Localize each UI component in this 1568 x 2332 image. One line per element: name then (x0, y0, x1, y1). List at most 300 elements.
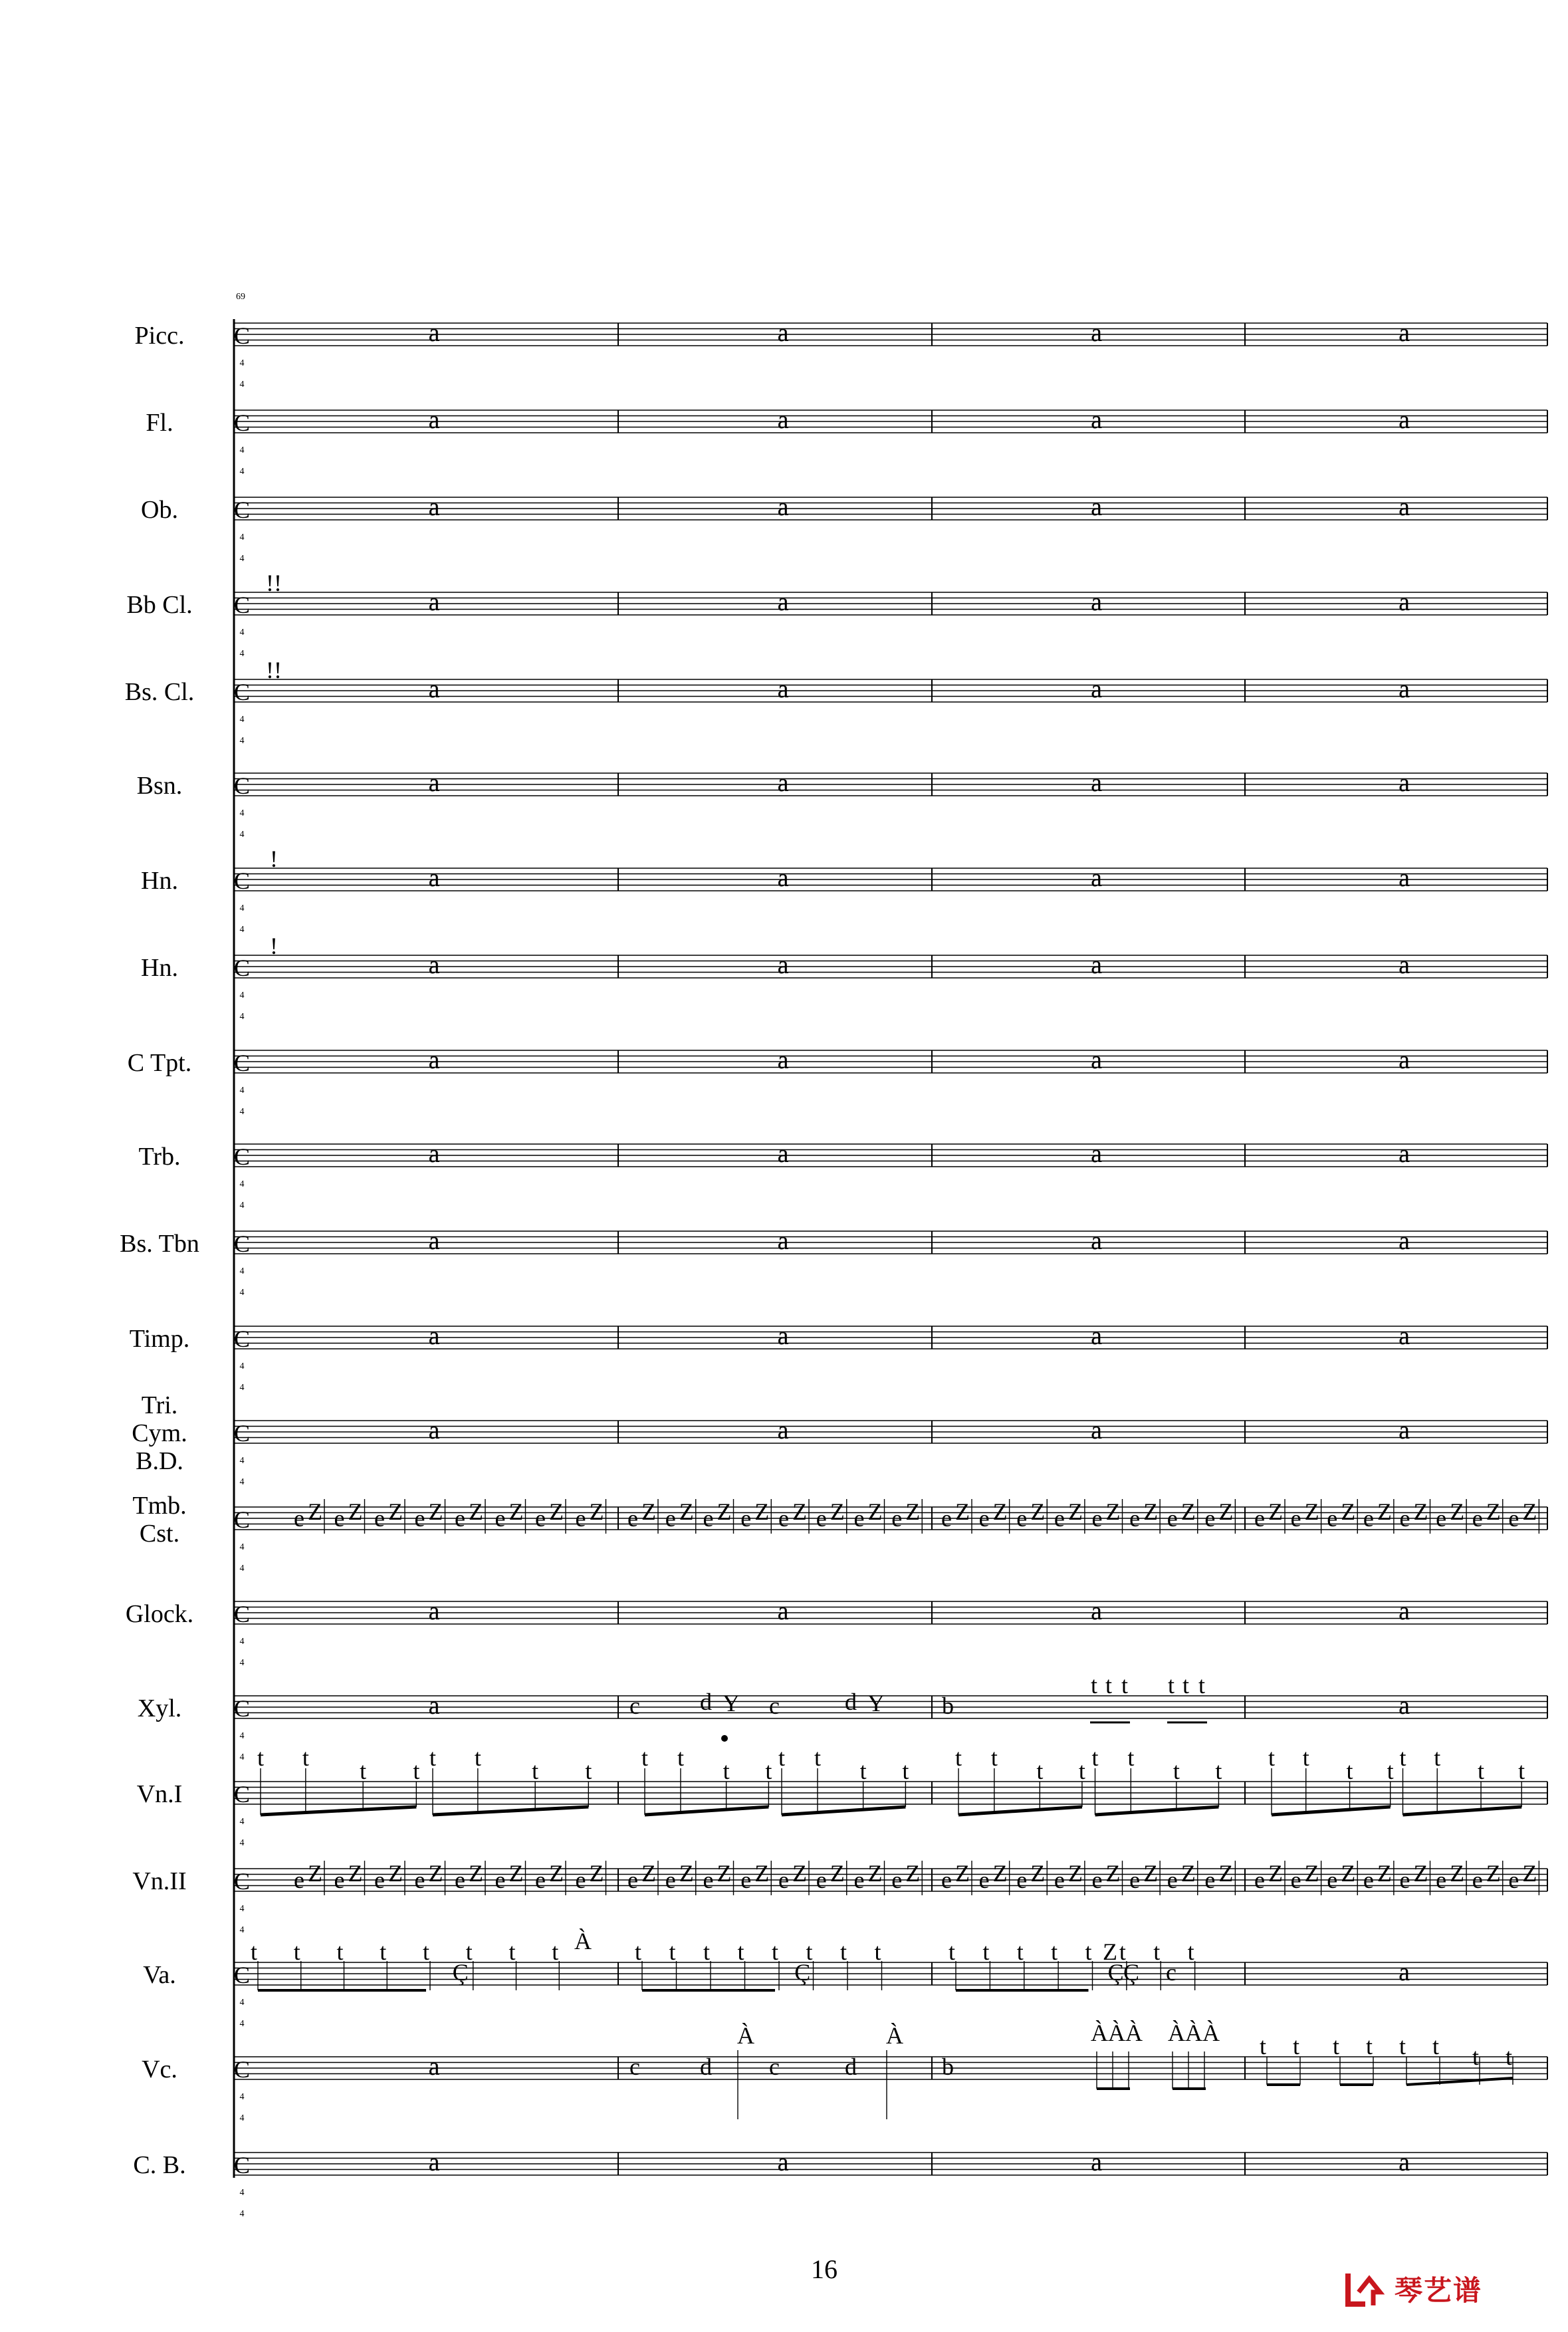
roll-tremolo: Z (955, 1860, 970, 1887)
roll-note: e (1363, 1505, 1374, 1532)
roll-note: e (495, 1867, 506, 1893)
time-sig-digit: 4 (239, 1904, 245, 1914)
note-head: d (845, 2053, 857, 2080)
roll-tremolo: Z (1030, 1860, 1046, 1887)
measure-rest: a (777, 588, 789, 616)
time-sig-digit: 4 (239, 1179, 245, 1189)
roll-note: e (665, 1867, 676, 1893)
roll-tremolo: Z (1218, 1860, 1234, 1887)
time-signature: C (233, 322, 251, 349)
measure-rest: a (428, 1322, 440, 1350)
tie-mark: Ç (1123, 1959, 1140, 1986)
time-sig-digit: 4 (239, 1731, 245, 1741)
note-head: t (1432, 2033, 1440, 2059)
note-head: t (1399, 2033, 1406, 2059)
time-sig-digit: 4 (239, 1288, 245, 1298)
instrument-label: Picc. (134, 322, 185, 350)
time-sig-digit: 4 (239, 467, 245, 477)
chord-accents: ÀÀÀ (1091, 2020, 1143, 2046)
time-sig-digit: 4 (239, 380, 245, 390)
measure-rest: a (428, 1227, 440, 1255)
note-head: t (429, 1744, 437, 1771)
instrument-label: Vc. (142, 2055, 177, 2083)
time-signature: C (233, 1962, 251, 1988)
roll-note: e (1399, 1867, 1410, 1893)
publisher-logo (1343, 2259, 1542, 2319)
measure-rest: a (1399, 1597, 1410, 1625)
time-sig-digit: 4 (239, 2092, 245, 2102)
roll-tremolo: Z (1413, 1498, 1428, 1525)
instrument-label: Cym. (132, 1419, 187, 1447)
roll-note: e (816, 1505, 827, 1532)
roll-tremolo: Z (1413, 1860, 1428, 1887)
clef-mark: !! (266, 657, 282, 683)
measure-rest: a (777, 1322, 789, 1350)
time-sig-digit: 4 (239, 2019, 245, 2029)
measure-rest: a (428, 2053, 440, 2081)
measure-number: 69 (236, 292, 245, 302)
roll-note: e (627, 1867, 638, 1893)
staccato-dot (721, 1735, 728, 1742)
time-signature: C (233, 955, 251, 981)
note-head: t (814, 1744, 821, 1771)
time-sig-digit: 4 (239, 1266, 245, 1276)
roll-note: e (627, 1505, 638, 1532)
roll-note: e (853, 1867, 865, 1893)
measure-rest: a (1091, 769, 1102, 797)
instrument-label: Bs. Tbn (120, 1230, 199, 1258)
note-head: t (1478, 1758, 1485, 1784)
measure-rest: a (1399, 2149, 1410, 2176)
roll-note: e (294, 1505, 304, 1532)
clef-mark: !! (266, 570, 282, 596)
roll-note: e (665, 1505, 676, 1532)
time-signature: C (233, 1326, 251, 1352)
roll-tremolo: Z (348, 1860, 363, 1887)
time-sig-digit: 4 (239, 628, 245, 638)
page-number: 16 (811, 2254, 838, 2284)
note-head: t (765, 1758, 772, 1784)
roll-note: e (294, 1867, 304, 1893)
roll-tremolo: Z (1377, 1860, 1392, 1887)
note-head: t (902, 1758, 909, 1784)
measure-rest: a (1091, 951, 1102, 979)
measure-rest: a (1091, 1140, 1102, 1168)
measure-rest: a (1399, 1417, 1410, 1445)
note-head: t (1215, 1758, 1222, 1784)
note-head: t (1399, 1744, 1406, 1771)
beam (782, 1807, 905, 1815)
measure-rest: a (1091, 675, 1102, 703)
time-sig-digit: 4 (239, 1201, 245, 1211)
roll-tremolo: Z (508, 1498, 524, 1525)
roll-tremolo: Z (549, 1860, 564, 1887)
measure-rest: a (428, 864, 440, 892)
note-head: t (1302, 1744, 1309, 1771)
roll-note: e (1399, 1505, 1410, 1532)
roll-note: e (1129, 1867, 1141, 1893)
note-head: t (641, 1744, 649, 1771)
note-head: t (1187, 1938, 1194, 1965)
measure-rest: a (1091, 493, 1102, 521)
note-head: c (1166, 1959, 1176, 1986)
time-sig-digit: 4 (239, 736, 245, 746)
roll-note: e (1436, 1867, 1447, 1893)
instrument-label: Fl. (146, 409, 173, 437)
time-sig-digit: 4 (239, 1107, 245, 1117)
instrument-label: Hn. (141, 954, 178, 982)
roll-tremolo: Z (1341, 1498, 1356, 1525)
note-head: t (1167, 1672, 1175, 1698)
note-head: t (422, 1938, 430, 1965)
note-head: c (769, 2053, 780, 2080)
time-sig-digit: 4 (239, 1658, 245, 1668)
roll-note: e (414, 1505, 425, 1532)
staff-7 (141, 867, 1547, 935)
time-signature: C (233, 1868, 251, 1895)
roll-tremolo: Z (308, 1498, 322, 1525)
roll-note: e (740, 1867, 752, 1893)
roll-tremolo: Z (641, 1498, 656, 1525)
tie-mark: Ç (1107, 1959, 1124, 1986)
note-head: t (1332, 2033, 1340, 2059)
roll-note: e (495, 1505, 506, 1532)
measure-rest: a (1399, 1140, 1410, 1168)
instrument-label: C Tpt. (127, 1049, 192, 1077)
note-head: t (1078, 1758, 1085, 1784)
note-head: t (1292, 2033, 1300, 2059)
time-sig-digit: 4 (239, 2188, 245, 2198)
note-head: t (1518, 1758, 1525, 1784)
note-head: t (1182, 1672, 1190, 1698)
beam (261, 1807, 416, 1815)
note-head: t (669, 1938, 676, 1965)
time-sig-digit: 4 (239, 1012, 245, 1022)
time-signature: C (233, 1143, 251, 1170)
instrument-label: Bsn. (136, 772, 183, 800)
time-sig-digit: 4 (239, 1817, 245, 1827)
roll-tremolo: Z (679, 1860, 694, 1887)
roll-tremolo: Z (1268, 1498, 1283, 1525)
time-signature: C (233, 1050, 251, 1076)
note-head: t (1346, 1758, 1353, 1784)
note-head: c (769, 1692, 780, 1719)
time-signature: C (233, 497, 251, 523)
roll-tremolo: Z (1522, 1498, 1537, 1525)
staff-6 (137, 772, 1547, 840)
measure-rest: a (777, 864, 789, 892)
instrument-label: C. B. (133, 2151, 186, 2179)
staff-3 (141, 496, 1547, 564)
time-sig-digit: 4 (239, 649, 245, 659)
roll-tremolo: Z (388, 1860, 403, 1887)
staff-13 (132, 1391, 1547, 1487)
roll-tremolo: Z (308, 1860, 322, 1887)
time-signature: C (233, 1601, 251, 1627)
note-head: t (508, 1938, 516, 1965)
roll-tremolo: Z (1341, 1860, 1356, 1887)
beam (433, 1807, 588, 1815)
time-sig-digit: 4 (239, 1925, 245, 1935)
instrument-label: Bs. Cl. (124, 678, 195, 706)
roll-note: e (1054, 1505, 1065, 1532)
measure-rest: a (1091, 1417, 1102, 1445)
chord-accents: ÀÀÀ (1168, 2020, 1220, 2046)
instrument-label: Va. (143, 1961, 176, 1989)
roll-note: e (778, 1505, 789, 1532)
note-head: t (1198, 1672, 1206, 1698)
clef-mark: ! (270, 846, 278, 872)
note-head: t (1259, 2033, 1267, 2059)
roll-note: e (1254, 1505, 1265, 1532)
roll-tremolo: Z (1180, 1860, 1196, 1887)
roll-tremolo: Z (905, 1498, 921, 1525)
note-head: t (413, 1758, 420, 1784)
beam (1403, 1807, 1522, 1815)
measure-rest: a (1091, 864, 1102, 892)
instrument-label: Vn.I (136, 1780, 183, 1808)
roll-note: e (1472, 1505, 1483, 1532)
measure-rest: a (777, 2149, 789, 2176)
roll-tremolo: Z (754, 1860, 770, 1887)
note-head: t (778, 1744, 786, 1771)
time-sig-digit: 4 (239, 903, 245, 913)
note-head: t (806, 1938, 813, 1965)
measure-rest: a (777, 1140, 789, 1168)
note-head: t (1119, 1938, 1126, 1965)
tie-mark: Ç (794, 1959, 811, 1986)
note-head: t (302, 1744, 309, 1771)
note-head: t (703, 1938, 711, 1965)
roll-tremolo: Z (428, 1498, 443, 1525)
time-sig-digit: 4 (239, 991, 245, 1000)
measure-rest: a (428, 1046, 440, 1074)
measure-rest: a (1399, 319, 1410, 347)
measure-rest: a (428, 769, 440, 797)
time-sig-digit: 4 (239, 2113, 245, 2123)
measure-rest: a (428, 406, 440, 434)
measure-rest: a (1399, 1692, 1410, 1720)
roll-tremolo: Z (717, 1498, 732, 1525)
roll-note: e (334, 1505, 345, 1532)
roll-tremolo: Z (589, 1498, 604, 1525)
measure-rest: a (1399, 1227, 1410, 1255)
time-sig-digit: 4 (239, 925, 245, 935)
roll-tremolo: Z (1450, 1498, 1465, 1525)
logo-text: 琴艺谱 (1395, 2274, 1483, 2307)
time-sig-digit: 4 (239, 1838, 245, 1848)
roll-note: e (1290, 1505, 1301, 1532)
tie-mark: Ç (452, 1959, 469, 1986)
note-head: t (723, 1758, 730, 1784)
accent-mark: À (574, 1928, 592, 1954)
note-head: Y (867, 1690, 885, 1716)
roll-note: e (1290, 1867, 1301, 1893)
roll-note: e (1204, 1867, 1216, 1893)
measure-rest: a (428, 1417, 440, 1445)
time-sig-digit: 4 (239, 1542, 245, 1552)
roll-note: e (703, 1867, 714, 1893)
measure-rest: a (1399, 675, 1410, 703)
time-signature: C (233, 2152, 251, 2178)
time-signature: C (233, 1230, 251, 1257)
measure-rest: a (428, 951, 440, 979)
measure-rest: a (1399, 951, 1410, 979)
measure-rest: a (428, 493, 440, 521)
roll-note: e (1129, 1505, 1141, 1532)
roll-tremolo: Z (1143, 1498, 1159, 1525)
measure-rest: a (1091, 2149, 1102, 2176)
measure-rest: a (428, 588, 440, 616)
roll-tremolo: Z (469, 1498, 483, 1525)
roll-tremolo: Z (1067, 1860, 1083, 1887)
note-head: t (1036, 1758, 1044, 1784)
roll-note: e (575, 1867, 586, 1893)
note-head: t (1365, 2033, 1373, 2059)
note-head: t (336, 1938, 344, 1965)
measure-rest: a (428, 2149, 440, 2176)
roll-tremolo: Z (388, 1498, 403, 1525)
measure-rest: a (1091, 588, 1102, 616)
roll-note: e (1363, 1867, 1374, 1893)
roll-note: e (978, 1867, 990, 1893)
note-head: d (845, 1689, 857, 1715)
instrument-label: Glock. (125, 1600, 194, 1628)
time-sig-digit: 4 (239, 715, 245, 725)
note-head: t (874, 1938, 881, 1965)
instrument-label: Ob. (141, 496, 178, 524)
staff-19 (143, 1961, 1547, 2029)
roll-note: e (778, 1867, 789, 1893)
roll-tremolo: Z (1450, 1860, 1465, 1887)
note-head: t (552, 1938, 559, 1965)
roll-tremolo: Z (1304, 1498, 1319, 1525)
roll-tremolo: Z (955, 1498, 970, 1525)
note-head: b (942, 1692, 954, 1719)
roll-note: e (703, 1505, 714, 1532)
staff-15 (126, 1600, 1547, 1668)
instrument-label: B.D. (136, 1447, 183, 1475)
measure-rest: a (1091, 1322, 1102, 1350)
measure-rest: a (777, 1227, 789, 1255)
roll-note: e (414, 1867, 425, 1893)
note-head: t (982, 1938, 990, 1965)
roll-note: e (374, 1505, 385, 1532)
instrument-label: Vn.II (132, 1867, 187, 1895)
note-head: t (859, 1758, 867, 1784)
measure-rest: a (1399, 1322, 1410, 1350)
note-head: t (465, 1938, 473, 1965)
roll-tremolo: Z (992, 1860, 1008, 1887)
measure-rest: a (777, 1046, 789, 1074)
staff-8 (141, 954, 1547, 1022)
roll-note: e (941, 1505, 952, 1532)
time-sig-digit: 4 (239, 554, 245, 564)
roll-tremolo: Z (992, 1498, 1008, 1525)
note-head: t (1173, 1758, 1180, 1784)
time-signature: C (233, 772, 251, 799)
staff-21 (133, 2151, 1547, 2219)
note-head: Z (1103, 1938, 1117, 1965)
roll-tremolo: Z (549, 1498, 564, 1525)
note-head: t (1387, 1758, 1394, 1784)
measure-rest: a (777, 319, 789, 347)
note-head: t (532, 1758, 539, 1784)
roll-tremolo: Z (1304, 1860, 1319, 1887)
measure-rest: a (777, 1597, 789, 1625)
instrument-label: Cst. (139, 1520, 180, 1548)
measure-rest: a (1399, 769, 1410, 797)
time-signature: C (233, 1506, 251, 1533)
measure-rest: a (428, 1597, 440, 1625)
note-head: Y (723, 1690, 740, 1716)
roll-tremolo: Z (641, 1860, 656, 1887)
note-head: t (1085, 1938, 1092, 1965)
note-head: t (1051, 1938, 1058, 1965)
roll-note: e (455, 1505, 465, 1532)
staff-17 (137, 1780, 1547, 1848)
roll-note: e (978, 1505, 990, 1532)
staff-12 (130, 1325, 1547, 1393)
note-head: t (1121, 1672, 1129, 1698)
roll-note: e (1327, 1867, 1338, 1893)
staff-5 (125, 678, 1547, 746)
roll-note: e (334, 1867, 345, 1893)
time-sig-digit: 4 (239, 1998, 245, 2008)
roll-tremolo: Z (428, 1860, 443, 1887)
time-sig-digit: 4 (239, 532, 245, 542)
note-head: t (1472, 2043, 1480, 2070)
time-sig-digit: 4 (239, 1383, 245, 1393)
roll-tremolo: Z (1268, 1860, 1283, 1887)
measure-rest: a (1091, 1227, 1102, 1255)
roll-note: e (1472, 1867, 1483, 1893)
time-signature: C (233, 2056, 251, 2083)
roll-tremolo: Z (792, 1860, 807, 1887)
measure-rest: a (428, 319, 440, 347)
roll-note: e (853, 1505, 865, 1532)
note-head: À (886, 2022, 903, 2049)
measure-rest: a (777, 951, 789, 979)
roll-note: e (1091, 1867, 1103, 1893)
beam (958, 1807, 1082, 1815)
roll-note: e (575, 1505, 586, 1532)
roll-tremolo: Z (508, 1860, 524, 1887)
measure-rest: a (777, 769, 789, 797)
time-sig-digit: 4 (239, 1564, 245, 1574)
roll-note: e (1091, 1505, 1103, 1532)
time-sig-digit: 4 (239, 2209, 245, 2219)
staff-1 (135, 322, 1547, 390)
time-signature: C (233, 679, 251, 705)
roll-note: e (1508, 1505, 1519, 1532)
staff-9 (128, 1049, 1547, 1117)
roll-note: e (891, 1867, 903, 1893)
time-sig-digit: 4 (239, 1477, 245, 1487)
instrument-label: Tmb. (132, 1492, 187, 1520)
roll-tremolo: Z (1522, 1860, 1537, 1887)
roll-note: e (740, 1505, 752, 1532)
note-head: c (629, 1692, 640, 1719)
measure-rest: a (1399, 864, 1410, 892)
roll-note: e (1508, 1867, 1519, 1893)
roll-tremolo: Z (469, 1860, 483, 1887)
roll-note: e (1016, 1505, 1028, 1532)
note-head: t (737, 1938, 744, 1965)
note-head: t (1268, 1744, 1276, 1771)
note-head: t (585, 1758, 592, 1784)
note-head: t (1105, 1672, 1113, 1698)
